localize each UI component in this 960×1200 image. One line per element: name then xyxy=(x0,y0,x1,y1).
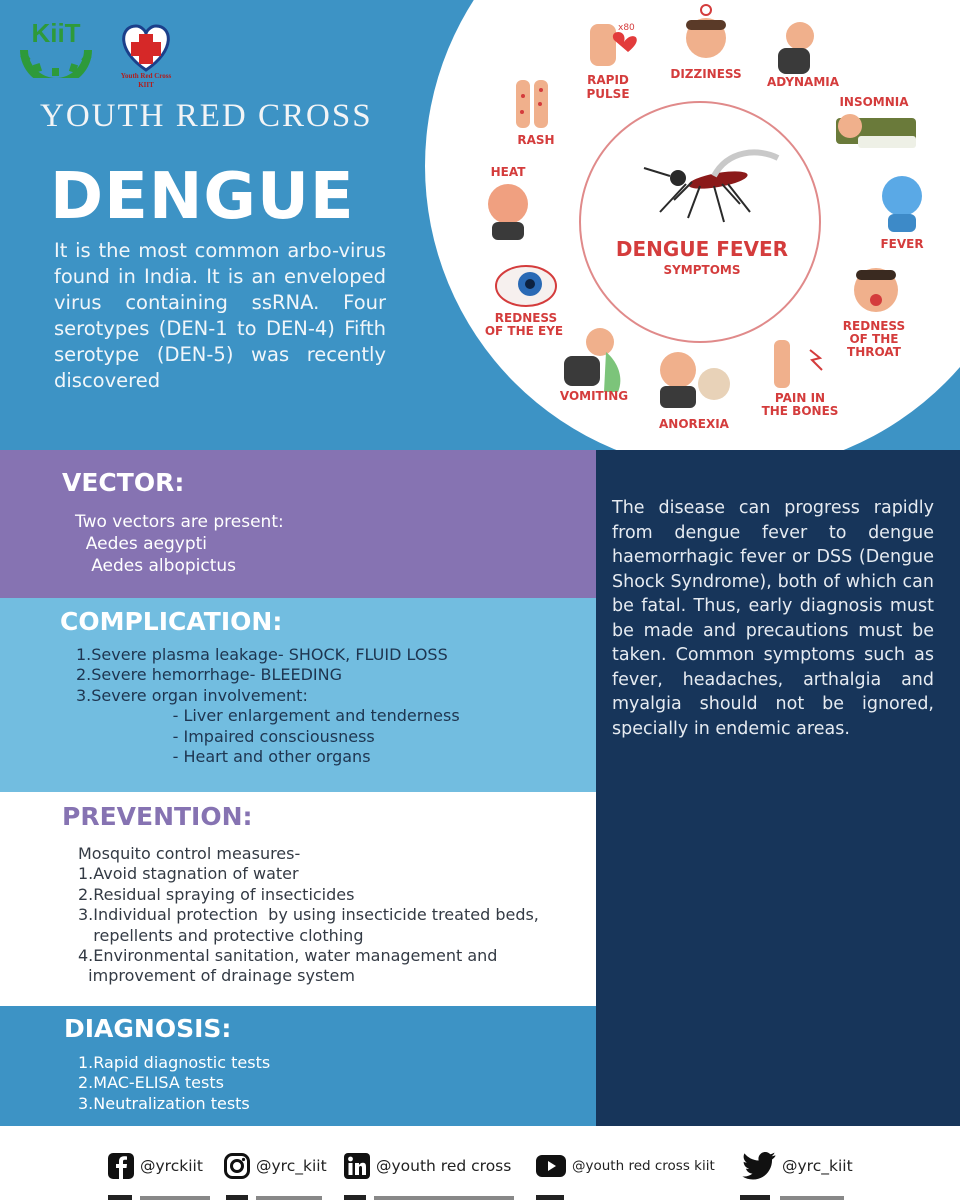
page-title: DENGUE xyxy=(50,160,355,234)
complication-body xyxy=(76,645,460,767)
dizzy-face-icon xyxy=(686,5,726,58)
svg-text:THE BONES: THE BONES xyxy=(761,404,839,418)
twitter-handle: @yrc_kiit xyxy=(782,1157,853,1175)
svg-text:PULSE: PULSE xyxy=(586,87,630,101)
org-title: YOUTH RED CROSS xyxy=(40,98,373,134)
prevention-title: PREVENTION: xyxy=(62,802,253,831)
list-item: 3.Individual protection by using insecticide treated beds, xyxy=(78,905,539,925)
twitter-link[interactable] xyxy=(742,1152,853,1180)
svg-text:INSOMNIA: INSOMNIA xyxy=(839,95,909,109)
svg-text:KiiT: KiiT xyxy=(31,18,81,48)
rash-arms-icon xyxy=(516,80,548,128)
list-item: Aedes aegypti xyxy=(75,534,208,554)
kiit-logo xyxy=(14,10,98,78)
intro-paragraph: It is the most common arbo-virus found in India. It is an enveloped virus containing ssRNA. Four serotypes (DEN-1 to DEN-4) Fifth serotype (DEN-5) was recently discovered xyxy=(54,239,386,392)
svg-text:KIIT: KIIT xyxy=(138,81,154,89)
vector-section xyxy=(0,450,596,598)
youtube-icon xyxy=(536,1155,566,1177)
svg-text:OF THE: OF THE xyxy=(849,332,899,346)
list-item: improvement of drainage system xyxy=(78,966,355,986)
linkedin-icon xyxy=(344,1153,370,1179)
svg-text:VOMITING: VOMITING xyxy=(559,389,629,403)
list-item: 2.Residual spraying of insecticides xyxy=(78,884,355,904)
list-item: 1.Rapid diagnostic tests xyxy=(78,1053,271,1072)
svg-text:Youth Red Cross: Youth Red Cross xyxy=(120,72,172,80)
center-ring xyxy=(580,102,820,342)
awake-in-bed-icon xyxy=(836,114,916,148)
list-item: - Impaired consciousness xyxy=(76,726,375,746)
svg-text:DIZZINESS: DIZZINESS xyxy=(670,67,742,81)
instagram-icon xyxy=(224,1153,250,1179)
complication-title: COMPLICATION: xyxy=(60,607,283,636)
list-item: 2.Severe hemorrhage- BLEEDING xyxy=(76,665,343,685)
hand-heart-icon xyxy=(590,23,637,66)
list-item: 1.Avoid stagnation of water xyxy=(78,864,299,884)
list-item: repellents and protective clothing xyxy=(78,925,364,945)
svg-text:PAIN IN: PAIN IN xyxy=(774,391,826,405)
list-item: 2.MAC-ELISA tests xyxy=(78,1073,224,1093)
list-item: Two vectors are present: xyxy=(75,512,284,532)
red-eye-icon xyxy=(496,266,556,306)
complication-section xyxy=(0,598,596,792)
bone-pain-icon xyxy=(774,340,822,388)
youtube-link[interactable] xyxy=(536,1152,715,1180)
prevention-section xyxy=(0,792,596,1006)
linkedin-link[interactable] xyxy=(344,1152,511,1180)
dengue-symptoms-infographic xyxy=(478,0,960,450)
instagram-link[interactable] xyxy=(224,1152,327,1180)
vector-body xyxy=(75,511,284,577)
svg-text:OF THE EYE: OF THE EYE xyxy=(484,324,564,338)
list-item: 3.Neutralization tests xyxy=(78,1093,250,1113)
diagnosis-title: DIAGNOSIS: xyxy=(64,1014,232,1043)
list-item: 3.Severe organ involvement: xyxy=(76,685,308,705)
diagnosis-section xyxy=(0,1006,596,1126)
facebook-link[interactable] xyxy=(108,1152,203,1180)
vector-title: VECTOR: xyxy=(62,468,185,497)
svg-text:ANOREXIA: ANOREXIA xyxy=(659,417,729,431)
disease-progression-paragraph: The disease can progress rapidly from dengue fever to dengue haemorrhagic fever or DSS (Dengue Shock Syndrome), both of which can be fatal. Thus, early diagnosis must be made and precautions must be taken. Common symptoms such as fever, headaches, arthalgia and myalgia should not be ignored, specially in endemic areas. xyxy=(612,498,934,739)
facebook-icon xyxy=(108,1153,134,1179)
list-item: - Liver enlargement and tenderness xyxy=(76,706,460,726)
list-item: Aedes albopictus xyxy=(75,556,237,576)
svg-text:x80: x80 xyxy=(618,23,635,33)
hot-face-icon xyxy=(488,184,528,240)
svg-text:REDNESS: REDNESS xyxy=(494,311,558,325)
linkedin-handle: @youth red cross xyxy=(376,1157,512,1175)
svg-text:RAPID: RAPID xyxy=(587,73,629,87)
mosquito-icon xyxy=(644,152,778,222)
svg-text:HEAT: HEAT xyxy=(490,165,526,179)
svg-text:RASH: RASH xyxy=(517,133,555,147)
instagram-handle: @yrc_kiit xyxy=(256,1157,327,1175)
footer-cutoff-strip xyxy=(100,1194,860,1200)
svg-text:REDNESS: REDNESS xyxy=(842,319,906,333)
list-item: Mosquito control measures- xyxy=(78,844,301,863)
svg-text:THROAT: THROAT xyxy=(847,345,901,359)
youtube-handle: @youth red cross kiit xyxy=(572,1158,715,1174)
svg-text:ADYNAMIA: ADYNAMIA xyxy=(766,75,840,89)
facebook-handle: @yrckiit xyxy=(140,1157,203,1175)
throat-pain-icon xyxy=(854,268,898,312)
center-subtitle: SYMPTOMS xyxy=(663,263,741,277)
diagnosis-body xyxy=(78,1053,270,1114)
feverish-face-icon xyxy=(882,176,922,232)
youth-red-cross-logo xyxy=(106,12,186,92)
twitter-bird-icon xyxy=(742,1152,776,1180)
vomiting-person-icon xyxy=(564,328,620,392)
prevention-body xyxy=(78,844,539,987)
list-item: - Heart and other organs xyxy=(76,747,371,767)
center-title: DENGUE FEVER xyxy=(615,237,789,261)
list-item: 1.Severe plasma leakage- SHOCK, FLUID LOSS xyxy=(76,645,448,664)
list-item: 4.Environmental sanitation, water management and xyxy=(78,946,498,966)
tired-person-icon xyxy=(778,22,814,74)
social-footer xyxy=(0,1126,960,1200)
svg-text:FEVER: FEVER xyxy=(880,237,924,251)
no-appetite-icon xyxy=(660,352,730,408)
